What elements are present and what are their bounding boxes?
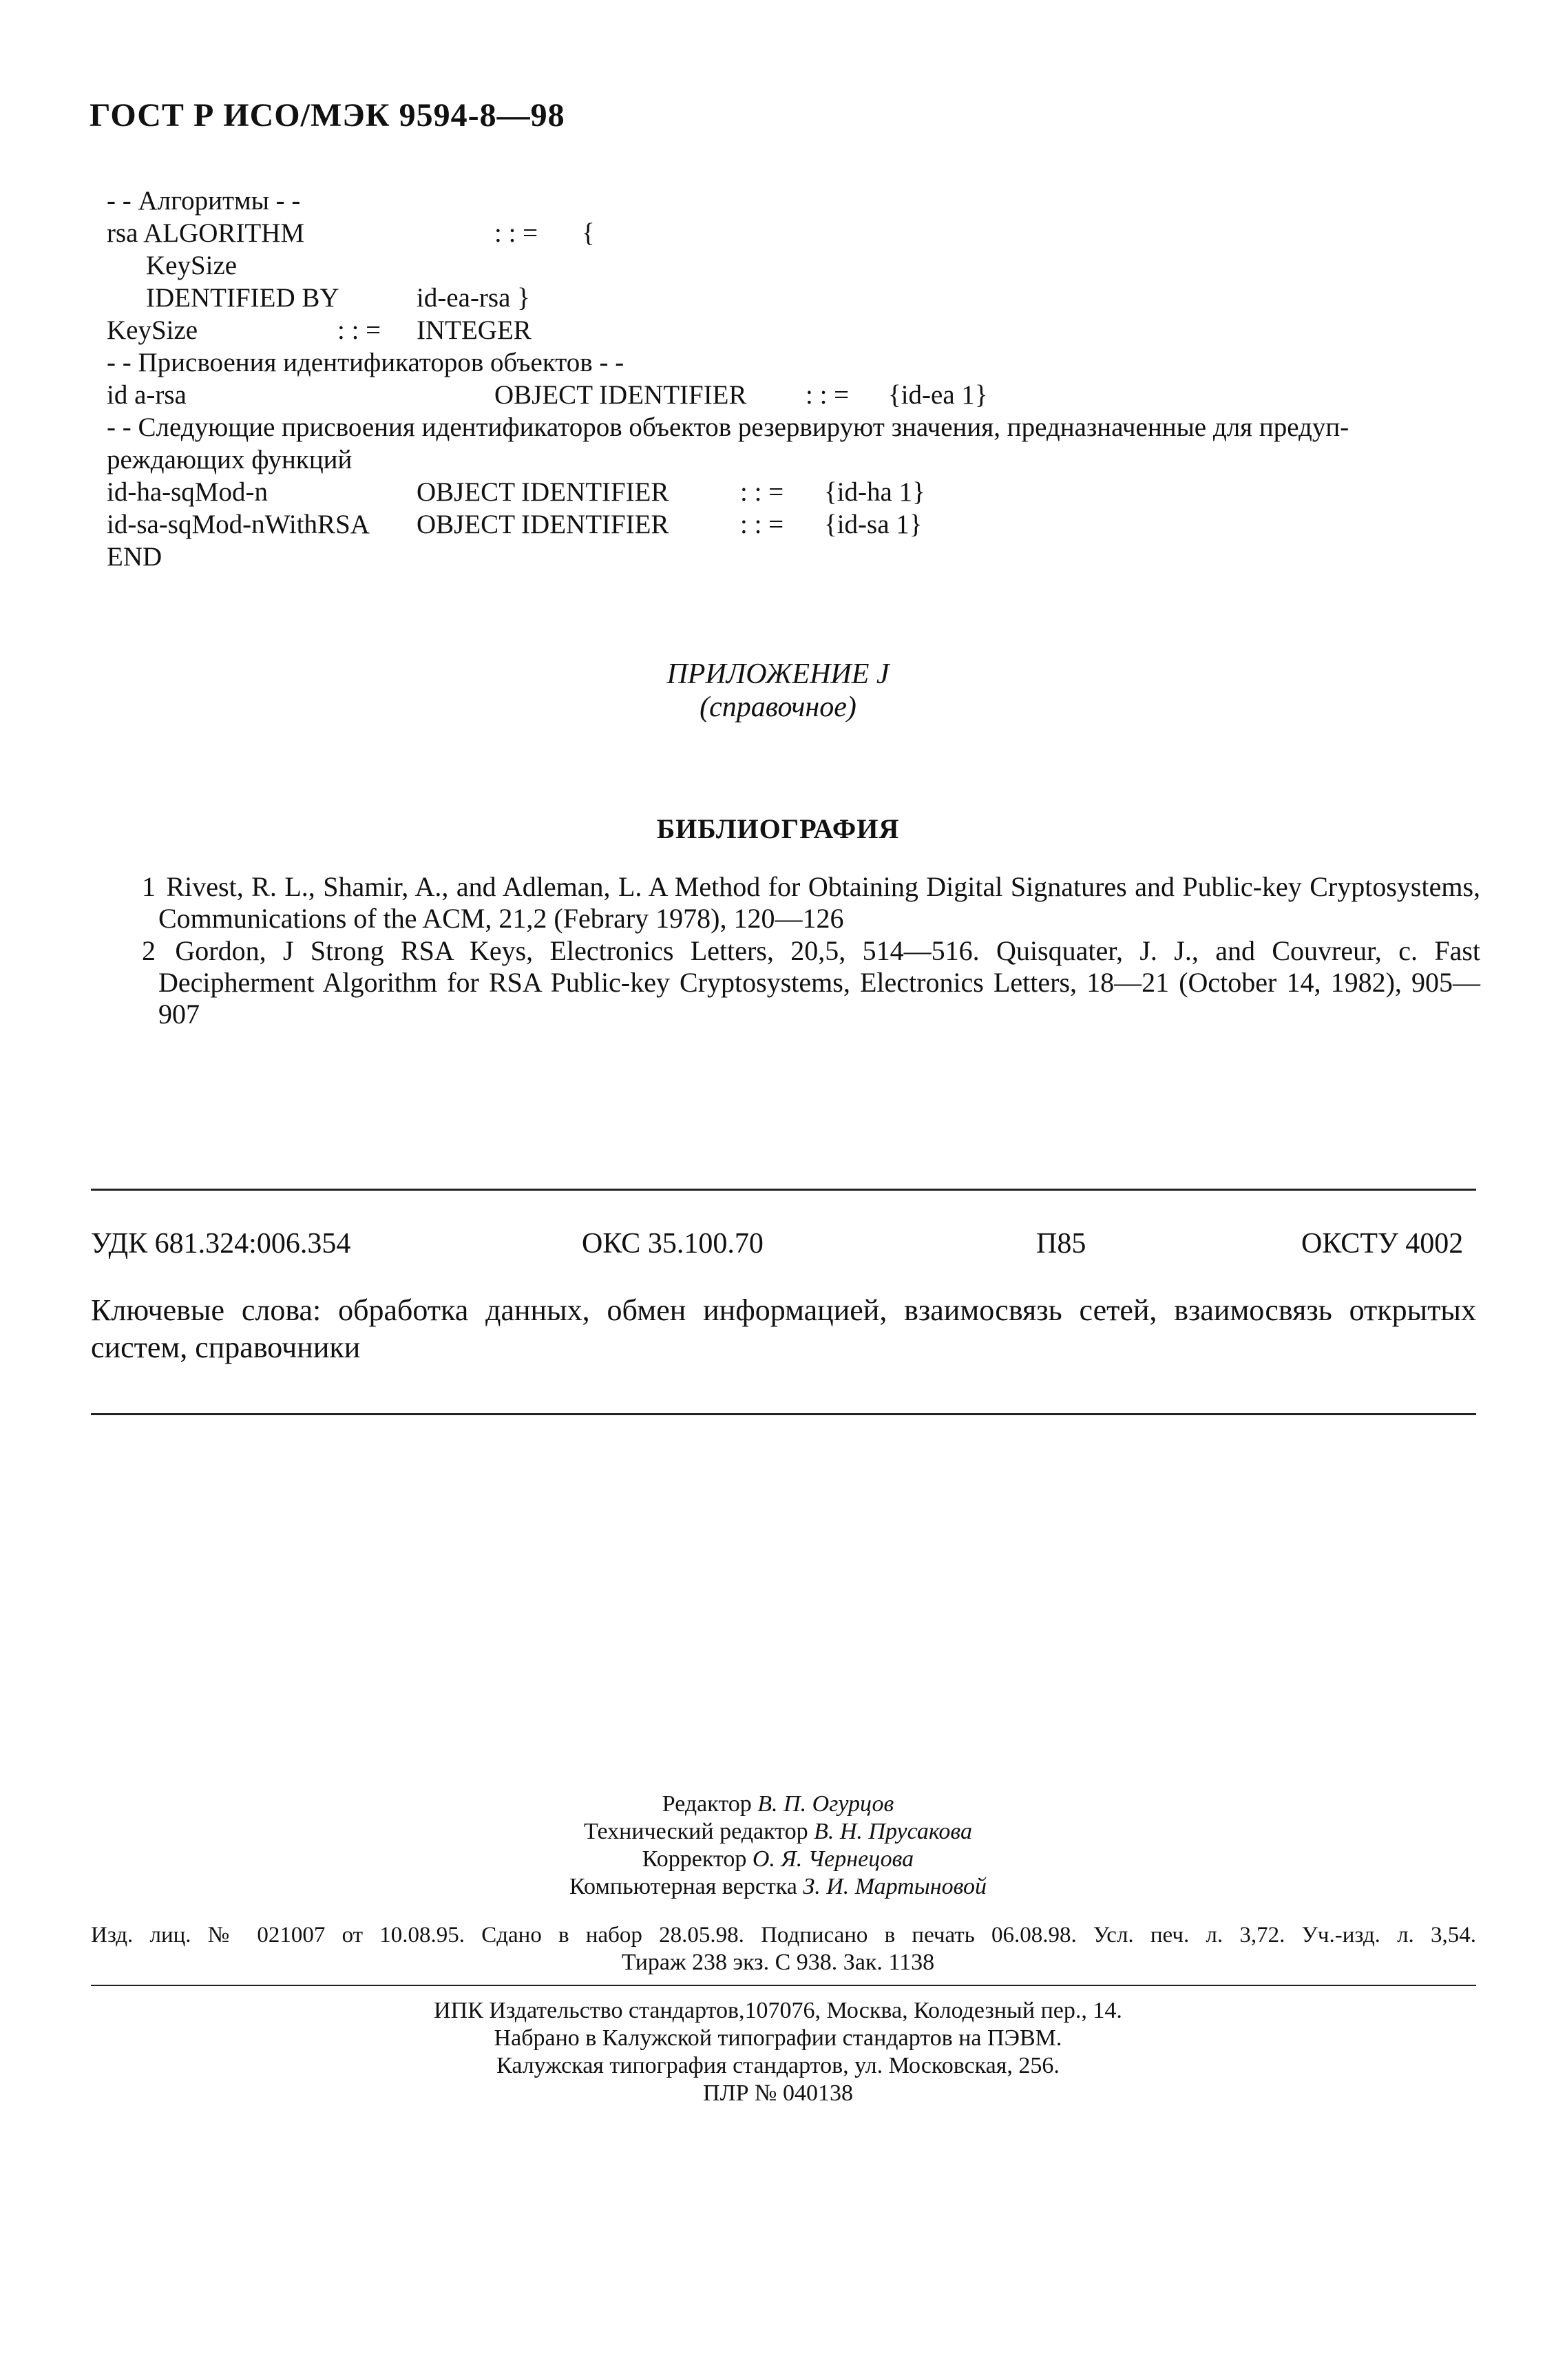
id-a-rsa-value: {id-ea 1} xyxy=(888,380,988,410)
corrector-name: О. Я. Чернецова xyxy=(752,1846,914,1872)
editor-label: Редактор xyxy=(662,1791,752,1817)
corrector-label: Корректор xyxy=(642,1846,747,1872)
oks-code: ОКС 35.100.70 xyxy=(582,1228,764,1260)
id-sa-assign: : : = xyxy=(740,510,784,539)
id-ha-type: OBJECT IDENTIFIER xyxy=(417,477,669,507)
divider-keywords xyxy=(91,1413,1476,1415)
asn1-end: END xyxy=(107,542,162,572)
id-sa-value: {id-sa 1} xyxy=(824,510,923,539)
bibliography-item: 2 Gordon, J Strong RSA Keys, Electronics Letters, 20,5, 514—516. Quisquater, J. J., and Couvreur, c. Fast Decipherment Algorithm for RSA Public-key Cryptosystems, Electronics Letters, 18—21 (October 14, 1982), 905—907 xyxy=(142,935,1481,1030)
keysize-field: KeySize xyxy=(146,251,238,280)
comment-reserved-line2: реждающих функций xyxy=(107,445,353,474)
id-ha-assign: : : = xyxy=(740,477,784,507)
layout-label: Компьютерная верстка xyxy=(569,1874,797,1899)
tech-editor-line xyxy=(0,1818,1556,1846)
id-ha-name: id-ha-sqMod-n xyxy=(107,477,268,507)
print-run-line: Тираж 238 экз. С 938. Зак. 1138 xyxy=(621,1950,935,1975)
bibliography-heading: БИБЛИОГРАФИЯ xyxy=(656,813,900,844)
keysize-type: INTEGER xyxy=(417,315,532,345)
rsa-assign: : : = xyxy=(494,218,538,248)
comment-algorithms: - - Алгоритмы - - xyxy=(107,186,301,216)
appendix-title: ПРИЛОЖЕНИЕ J xyxy=(666,658,890,690)
id-sa-name: id-sa-sqMod-nWithRSA xyxy=(107,510,370,539)
printer-line-4: ПЛР № 040138 xyxy=(703,2080,853,2106)
editor-line xyxy=(0,1791,1556,1818)
identified-by: IDENTIFIED BY xyxy=(146,283,339,313)
printer-line-3: Калужская типография стандартов, ул. Московская, 256. xyxy=(496,2053,1060,2078)
rsa-brace: { xyxy=(582,218,595,248)
comment-reserved-line1: - - Следующие присвоения идентификаторов объектов резервируют значения, предназначенные для предуп- xyxy=(107,413,1349,442)
bibliography-item-text: Rivest, R. L., Shamir, A., and Adleman, L. A Method for Obtaining Digital Signatures and Public-key Cryptosystems, Communications of the ACM, 21,2 (Febrary 1978), 120—126 xyxy=(158,871,1481,934)
printer-line-1: ИПК Издательство стандартов,107076, Москва, Колодезный пер., 14. xyxy=(434,1998,1122,2023)
comment-oid: - - Присвоения идентификаторов объектов - - xyxy=(107,348,624,377)
appendix-subtitle: (справочное) xyxy=(700,691,856,723)
divider-imprint xyxy=(91,1985,1476,1986)
id-a-rsa-assign: : : = xyxy=(806,380,850,410)
license-line: Изд. лиц. № 021007 от 10.08.95. Сдано в набор 28.05.98. Подписано в печать 06.08.98. Усл. печ. л. 3,72. Уч.-изд. л. 3,54. xyxy=(91,1923,1476,1948)
id-ha-value: {id-ha 1} xyxy=(824,477,925,507)
id-a-rsa-name: id a-rsa xyxy=(107,380,187,410)
keysize-name: KeySize xyxy=(107,315,198,345)
keywords: Ключевые слова: обработка данных, обмен информацией, взаимосвязь сетей, взаимосвязь открытых систем, справочники xyxy=(91,1293,1476,1364)
p-code: П85 xyxy=(1036,1228,1086,1260)
id-sa-type: OBJECT IDENTIFIER xyxy=(417,510,669,539)
page-title: ГОСТ Р ИСО/МЭК 9594-8—98 xyxy=(90,97,565,134)
printer-line-2: Набрано в Калужской типографии стандартов на ПЭВМ. xyxy=(494,2025,1062,2051)
udk-code: УДК 681.324:006.354 xyxy=(91,1228,351,1260)
keysize-assign: : : = xyxy=(337,315,381,345)
identified-value: id-ea-rsa } xyxy=(417,283,530,313)
layout-line xyxy=(0,1873,1556,1901)
layout-name: З. И. Мартыновой xyxy=(803,1874,987,1899)
id-a-rsa-type: OBJECT IDENTIFIER xyxy=(494,380,747,410)
bibliography-item-text: Gordon, J Strong RSA Keys, Electronics Letters, 20,5, 514—516. Quisquater, J. J., and Couvreur, c. Fast Decipherment Algorithm for RSA Public-key Cryptosystems, Electronics Letters, 18—21 (October 14, 1982), 905—907 xyxy=(158,935,1481,1030)
editor-name: В. П. Огурцов xyxy=(757,1791,894,1817)
corrector-line xyxy=(0,1846,1556,1873)
rsa-algorithm-name: rsa ALGORITHM xyxy=(107,218,305,248)
okstu-code: ОКСТУ 4002 xyxy=(1301,1228,1464,1260)
tech-editor-label: Технический редактор xyxy=(584,1819,808,1844)
bibliography-item: 1 Rivest, R. L., Shamir, A., and Adleman, L. A Method for Obtaining Digital Signatures and Public-key Cryptosystems, Communications of the ACM, 21,2 (Febrary 1978), 120—126 xyxy=(142,871,1481,934)
tech-editor-name: В. Н. Прусакова xyxy=(814,1819,972,1844)
divider-top xyxy=(91,1189,1476,1191)
